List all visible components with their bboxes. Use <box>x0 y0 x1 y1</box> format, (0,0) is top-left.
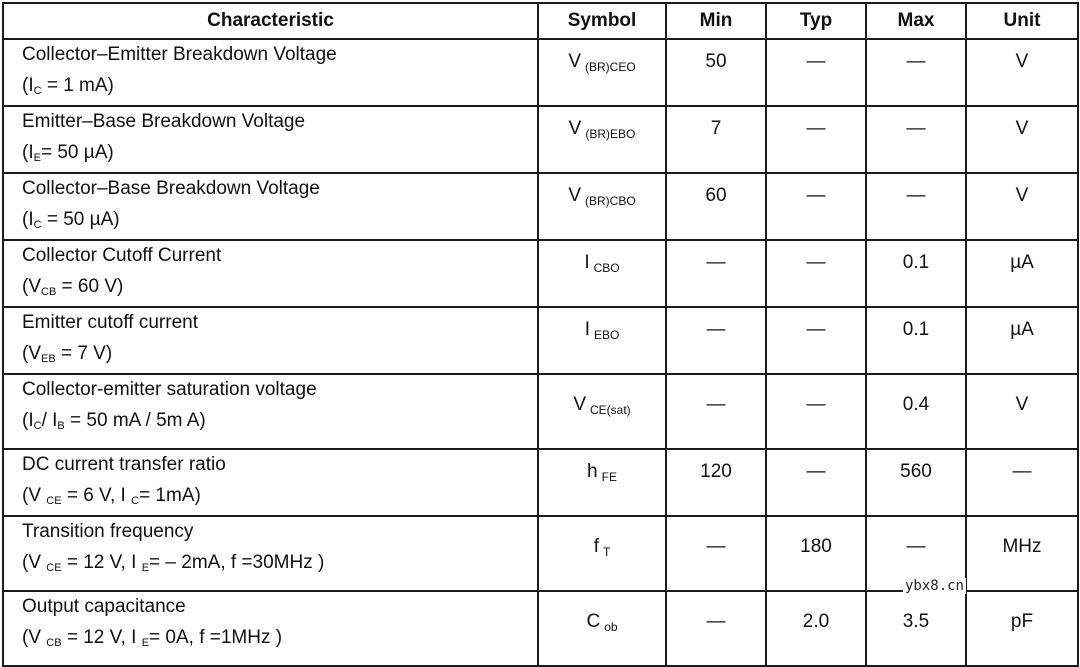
header-symbol: Symbol <box>538 3 666 39</box>
symbol-subscript: CBO <box>593 261 620 275</box>
characteristic-cell <box>3 240 538 307</box>
min-cell: — <box>666 374 766 449</box>
condition-text: (V <box>22 485 47 506</box>
spec-table <box>2 2 1079 667</box>
condition-subscript: C <box>33 420 42 432</box>
test-condition <box>22 622 537 653</box>
condition-subscript: E <box>141 637 150 649</box>
table-row <box>3 307 1078 374</box>
max-cell: — <box>866 106 966 173</box>
condition-text: = – 2mA, f =30MHz ) <box>149 552 325 573</box>
max-cell: 0.1 <box>866 240 966 307</box>
symbol-main: C <box>586 611 601 632</box>
max-cell: — <box>866 516 966 591</box>
symbol-cell <box>538 240 666 307</box>
typ-cell: — <box>766 449 866 516</box>
test-condition <box>22 204 537 235</box>
header-typ: Typ <box>766 3 866 39</box>
condition-subscript: C <box>33 85 42 97</box>
condition-text: (V <box>22 627 47 648</box>
condition-subscript: C <box>131 495 140 507</box>
table-row <box>3 240 1078 307</box>
unit-cell: — <box>966 449 1078 516</box>
condition-subscript: EB <box>41 353 56 365</box>
unit-cell: V <box>966 106 1078 173</box>
unit-cell: V <box>966 39 1078 106</box>
max-cell: 3.5 <box>866 591 966 666</box>
min-cell: — <box>666 591 766 666</box>
min-cell: 120 <box>666 449 766 516</box>
characteristic-name: Transition frequency <box>22 521 194 542</box>
symbol-main: V <box>573 394 586 415</box>
table-row <box>3 173 1078 240</box>
condition-text: = 6 V, I <box>61 485 132 506</box>
characteristic-name: Collector–Emitter Breakdown Voltage <box>22 44 337 65</box>
max-cell: 0.1 <box>866 307 966 374</box>
characteristic-cell <box>3 449 538 516</box>
typ-cell: 2.0 <box>766 591 866 666</box>
condition-subscript: CE <box>46 495 62 507</box>
symbol-main: I <box>584 319 590 340</box>
symbol-cell <box>538 307 666 374</box>
characteristic-name: Emitter cutoff current <box>22 312 198 333</box>
condition-text: = 50 µA) <box>40 142 114 163</box>
table-row <box>3 449 1078 516</box>
condition-text: = 60 V) <box>56 276 124 297</box>
header-characteristic: Characteristic <box>3 3 538 39</box>
symbol-main: V <box>568 185 581 206</box>
condition-text: (I <box>22 209 34 230</box>
characteristic-cell <box>3 307 538 374</box>
watermark: ybx8.cn <box>904 578 964 594</box>
condition-subscript: B <box>57 420 65 432</box>
header-min: Min <box>666 3 766 39</box>
header-unit: Unit <box>966 3 1078 39</box>
test-condition <box>22 480 537 511</box>
symbol-main: h <box>587 461 598 482</box>
test-condition <box>22 70 537 101</box>
unit-cell: pF <box>966 591 1078 666</box>
symbol-cell <box>538 39 666 106</box>
symbol-cell <box>538 516 666 591</box>
condition-subscript: E <box>141 562 150 574</box>
characteristic-cell <box>3 173 538 240</box>
header-row <box>3 3 1078 39</box>
min-cell: 7 <box>666 106 766 173</box>
symbol-cell <box>538 374 666 449</box>
characteristic-cell <box>3 106 538 173</box>
typ-cell: — <box>766 240 866 307</box>
condition-text: (I <box>22 142 34 163</box>
symbol-subscript: EBO <box>593 328 620 342</box>
unit-cell: V <box>966 173 1078 240</box>
symbol-cell <box>538 449 666 516</box>
min-cell: — <box>666 516 766 591</box>
condition-text: (I <box>22 410 34 431</box>
unit-cell: MHz <box>966 516 1078 591</box>
characteristic-cell <box>3 39 538 106</box>
test-condition <box>22 405 537 436</box>
condition-text: = 12 V, I <box>61 552 142 573</box>
unit-cell: V <box>966 374 1078 449</box>
symbol-cell <box>538 173 666 240</box>
unit-cell: µA <box>966 240 1078 307</box>
condition-text: = 7 V) <box>55 343 113 364</box>
table-row <box>3 374 1078 449</box>
characteristic-cell <box>3 591 538 666</box>
test-condition <box>22 271 537 302</box>
max-cell: 560 <box>866 449 966 516</box>
condition-text: = 1 mA) <box>41 75 114 96</box>
symbol-main: V <box>568 118 582 139</box>
condition-text: = 0A, f =1MHz ) <box>149 627 283 648</box>
condition-subscript: E <box>33 152 41 164</box>
condition-text: = 50 mA / 5m A) <box>64 410 206 431</box>
max-cell: 0.4 <box>866 374 966 449</box>
symbol-subscript: (BR)CEO <box>585 60 636 74</box>
symbol-cell <box>538 106 666 173</box>
condition-text: (V <box>22 276 41 297</box>
condition-subscript: CB <box>46 637 62 649</box>
symbol-main: f <box>593 536 599 557</box>
condition-text: (V <box>22 343 41 364</box>
symbol-subscript: (BR)CBO <box>585 194 636 208</box>
symbol-subscript: ob <box>604 620 618 634</box>
condition-subscript: CE <box>46 562 62 574</box>
symbol-main: I <box>584 252 590 273</box>
symbol-subscript: FE <box>601 470 617 484</box>
condition-text: (V <box>22 552 47 573</box>
table-row <box>3 106 1078 173</box>
typ-cell: 180 <box>766 516 866 591</box>
typ-cell: — <box>766 307 866 374</box>
table-body <box>3 39 1078 666</box>
test-condition <box>22 547 537 578</box>
typ-cell: — <box>766 106 866 173</box>
condition-subscript: C <box>33 219 42 231</box>
characteristic-name: Collector–Base Breakdown Voltage <box>22 178 320 199</box>
test-condition <box>22 338 537 369</box>
symbol-subscript: T <box>602 545 611 559</box>
symbol-main: V <box>568 51 581 72</box>
symbol-subscript: (BR)EBO <box>585 127 636 141</box>
table-row <box>3 39 1078 106</box>
condition-subscript: CB <box>41 286 57 298</box>
table-row <box>3 591 1078 666</box>
header-max: Max <box>866 3 966 39</box>
condition-text: / I <box>41 410 58 431</box>
max-cell: — <box>866 39 966 106</box>
condition-text: = 1mA) <box>139 485 201 506</box>
min-cell: — <box>666 240 766 307</box>
condition-text: (I <box>22 75 34 96</box>
characteristic-name: Output capacitance <box>22 596 186 617</box>
condition-text: = 50 µA) <box>41 209 120 230</box>
characteristic-cell <box>3 374 538 449</box>
min-cell: 50 <box>666 39 766 106</box>
characteristic-name: Collector Cutoff Current <box>22 245 222 266</box>
characteristic-name: Collector-emitter saturation voltage <box>22 379 317 400</box>
min-cell: — <box>666 307 766 374</box>
typ-cell: — <box>766 374 866 449</box>
typ-cell: — <box>766 173 866 240</box>
characteristic-name: DC current transfer ratio <box>22 454 226 475</box>
condition-text: = 12 V, I <box>61 627 142 648</box>
characteristic-name: Emitter–Base Breakdown Voltage <box>22 111 306 132</box>
symbol-subscript: CE(sat) <box>590 403 631 417</box>
min-cell: 60 <box>666 173 766 240</box>
max-cell: — <box>866 173 966 240</box>
typ-cell: — <box>766 39 866 106</box>
characteristic-cell <box>3 516 538 591</box>
test-condition <box>22 137 537 168</box>
symbol-cell <box>538 591 666 666</box>
unit-cell: µA <box>966 307 1078 374</box>
